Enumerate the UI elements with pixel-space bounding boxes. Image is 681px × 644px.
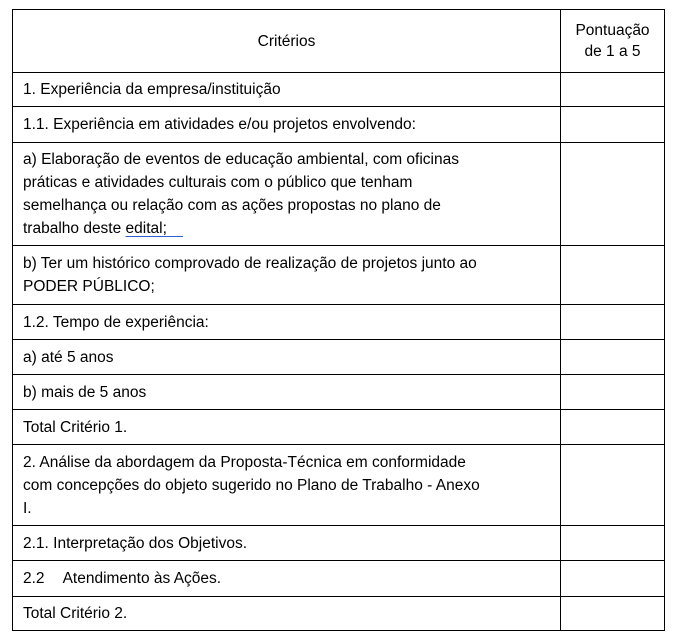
table-row: [13, 246, 665, 305]
criterion-text: Atendimento às Ações.: [62, 570, 222, 587]
score-cell[interactable]: [561, 340, 665, 375]
criterion-line: b) Ter um histórico comprovado de realização de projetos junto ao: [23, 255, 477, 272]
underlined-text: edital;: [125, 220, 167, 237]
criterion-line: 2. Análise da abordagem da Proposta-Técnica em conformidade: [23, 453, 466, 471]
criterion-line: I.: [23, 499, 32, 517]
criterion-line: com concepções do objeto sugerido no Plano de Trabalho - Anexo: [23, 476, 480, 494]
table-row: [13, 73, 665, 107]
score-column-header: [561, 10, 665, 73]
score-cell[interactable]: [561, 143, 665, 246]
criterion-cell: [13, 246, 561, 305]
criterion-cell: [13, 445, 561, 526]
underline-trail: [167, 236, 183, 237]
criterion-cell: Total Critério 2.: [13, 597, 561, 631]
score-cell[interactable]: [561, 526, 665, 561]
criterion-cell: Total Critério 1.: [13, 410, 561, 445]
criterion-line: semelhança ou relação com as ações propostas no plano de: [23, 197, 441, 214]
table-header-row: [13, 10, 665, 73]
score-cell[interactable]: [561, 246, 665, 305]
criterion-line: práticas e atividades culturais com o público que tenham: [23, 174, 413, 191]
criterion-line: a) Elaboração de eventos de educação ambiental, com oficinas: [23, 151, 459, 168]
score-header-line-1: Pontuação: [575, 22, 650, 39]
score-cell[interactable]: [561, 410, 665, 445]
criterion-cell: 1.1. Experiência em atividades e/ou projetos envolvendo:: [13, 107, 561, 143]
score-cell[interactable]: [561, 561, 665, 597]
criteria-column-header: Critérios: [13, 10, 561, 73]
score-cell[interactable]: [561, 107, 665, 143]
criterion-cell: 2.1. Interpretação dos Objetivos.: [13, 526, 561, 561]
table-row: [13, 107, 665, 143]
criterion-cell: 1. Experiência da empresa/instituição: [13, 73, 561, 107]
table-row: [13, 597, 665, 631]
table-row: [13, 445, 665, 526]
criterion-line: PODER PÚBLICO;: [23, 278, 155, 295]
table-row: [13, 340, 665, 375]
score-cell[interactable]: [561, 375, 665, 410]
criterion-cell: a) até 5 anos: [13, 340, 561, 375]
criterion-cell: b) mais de 5 anos: [13, 375, 561, 410]
criterion-cell: 1.2. Tempo de experiência:: [13, 305, 561, 340]
criterion-cell: [13, 143, 561, 246]
table-row: [13, 143, 665, 246]
score-cell[interactable]: [561, 305, 665, 340]
table-row: [13, 561, 665, 597]
table-row: [13, 410, 665, 445]
table-row: [13, 375, 665, 410]
criterion-cell: [13, 561, 561, 597]
table-row: [13, 526, 665, 561]
score-header-line-2: de 1 a 5: [584, 43, 641, 60]
table-row: [13, 305, 665, 340]
evaluation-criteria-table: [12, 9, 665, 631]
score-cell[interactable]: [561, 73, 665, 107]
criterion-number: 2.2: [23, 570, 45, 587]
score-cell[interactable]: [561, 445, 665, 526]
criterion-line: trabalho deste: [23, 220, 126, 237]
score-cell[interactable]: [561, 597, 665, 631]
